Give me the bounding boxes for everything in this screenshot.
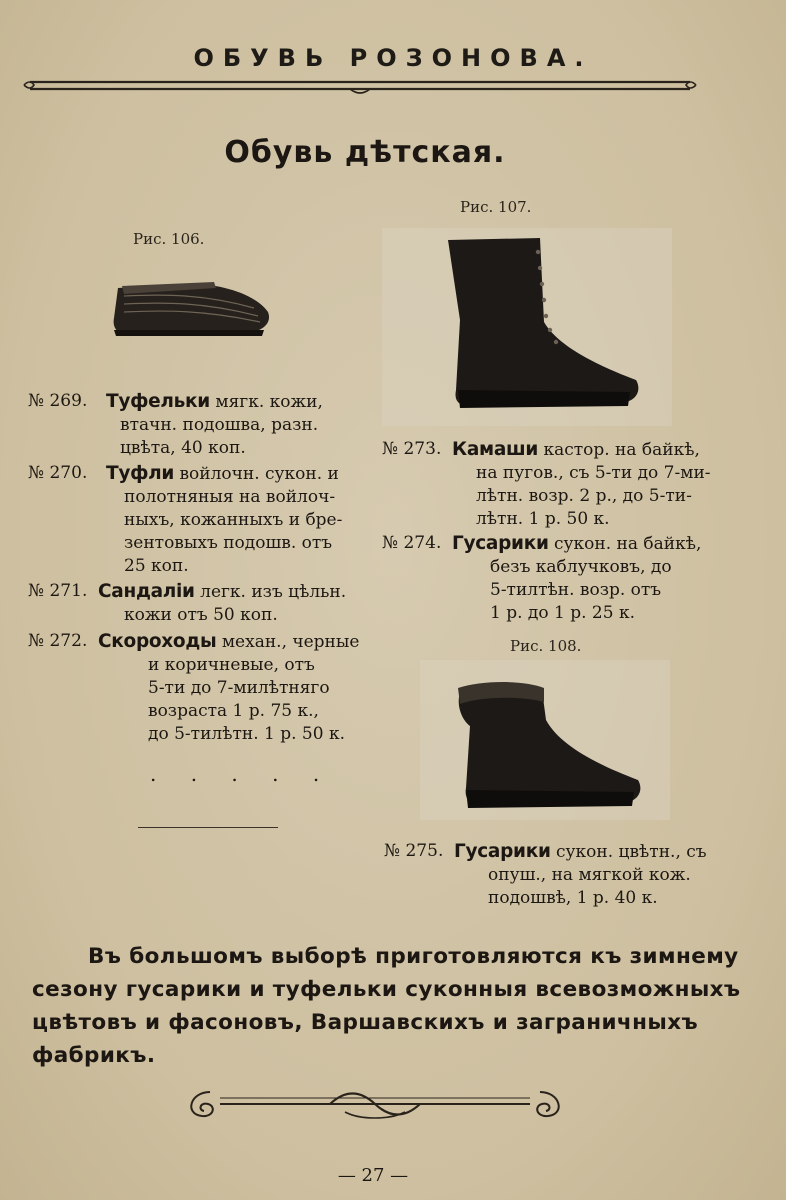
- entry-line: 1 р. до 1 р. 25 к.: [490, 603, 635, 623]
- entry-271: [28, 580, 368, 627]
- entry-275: [384, 840, 724, 910]
- entry-number: № 272.: [28, 631, 88, 651]
- entry-number: № 275.: [384, 841, 444, 861]
- announcement-line: сезону гусарики и туфельки суконныя всевозможныхъ: [32, 977, 741, 1002]
- entry-line: втачн. подошва, разн.: [120, 415, 319, 435]
- section-title: Обувь дѣтская.: [224, 135, 506, 170]
- ornament-divider: [180, 1084, 570, 1124]
- slipper-image: [104, 272, 276, 342]
- entry-line: лѣтн. возр. 2 р., до 5-ти-: [476, 486, 692, 506]
- hussar-boot-image: [452, 680, 647, 812]
- entry-line: сукон. цвѣтн., съ: [556, 842, 707, 862]
- entry-line: легк. изъ цѣльн.: [200, 582, 347, 602]
- page-header: ОБУВЬ РОЗОНОВА.: [193, 44, 593, 72]
- entry-line: до 5-тилѣтн. 1 р. 50 к.: [148, 724, 345, 744]
- figure-107-caption: Рис. 107.: [460, 198, 532, 216]
- entry-line: и коричневые, отъ: [148, 655, 315, 675]
- entry-line: опуш., на мягкой кож.: [488, 865, 691, 885]
- dot-leader: . . . . .: [150, 762, 334, 786]
- entry-line: 5-тилтѣн. возр. отъ: [490, 580, 662, 600]
- entry-270: [28, 462, 368, 578]
- entry-273: [382, 438, 722, 531]
- entry-274: [382, 532, 722, 625]
- entry-line: зентовыхъ подошв. отъ: [124, 533, 333, 553]
- entry-line: на пугов., съ 5-ти до 7-ми-: [476, 463, 711, 483]
- product-name: Гусарики: [452, 533, 549, 554]
- figure-108-caption: Рис. 108.: [510, 637, 582, 655]
- header-double-rule: [20, 76, 700, 98]
- entry-line: 25 коп.: [124, 556, 189, 576]
- announcement-line: Въ большомъ выборѣ приготовляются къ зимнему: [88, 944, 739, 969]
- entry-number: № 270.: [28, 463, 88, 483]
- entry-269: [28, 390, 368, 460]
- entry-line: кожи отъ 50 коп.: [124, 605, 278, 625]
- entry-line: кастор. на байкѣ,: [543, 440, 700, 460]
- entry-line: механ., черные: [221, 632, 360, 652]
- product-name: Сандаліи: [98, 581, 195, 602]
- entry-line: сукон. на байкѣ,: [554, 534, 702, 554]
- entry-line: возраста 1 р. 75 к.,: [148, 701, 319, 721]
- page-number: — 27 —: [337, 1165, 409, 1186]
- entry-line: полотняныя на войлоч-: [124, 487, 336, 507]
- entry-line: войлочн. сукон. и: [179, 464, 339, 484]
- entry-line: мягк. кожи,: [215, 392, 323, 412]
- entry-line: 5-ти до 7-милѣтняго: [148, 678, 330, 698]
- announcement-line: цвѣтовъ и фасоновъ, Варшавскихъ и заграничныхъ: [32, 1010, 699, 1035]
- product-name: Скороходы: [98, 631, 217, 652]
- product-name: Туфли: [106, 463, 175, 484]
- product-name: Гусарики: [454, 841, 551, 862]
- entry-number: № 274.: [382, 533, 442, 553]
- divider: [138, 827, 278, 828]
- entry-number: № 273.: [382, 439, 442, 459]
- entry-line: безъ каблучковъ, до: [490, 557, 672, 577]
- entry-line: подошвѣ, 1 р. 40 к.: [488, 888, 658, 908]
- announcement: [32, 940, 741, 1072]
- entry-line: ныхъ, кожанныхъ и бре-: [124, 510, 343, 530]
- entry-line: цвѣта, 40 коп.: [120, 438, 246, 458]
- figure-106-caption: Рис. 106.: [133, 230, 205, 248]
- entry-number: № 271.: [28, 581, 88, 601]
- announcement-line: фабрикъ.: [32, 1043, 156, 1068]
- entry-272: [28, 630, 368, 746]
- product-name: Камаши: [452, 439, 539, 460]
- product-name: Туфельки: [106, 391, 210, 412]
- entry-line: лѣтн. 1 р. 50 к.: [476, 509, 610, 529]
- gaiter-boot-image: [440, 230, 645, 415]
- entry-number: № 269.: [28, 391, 88, 411]
